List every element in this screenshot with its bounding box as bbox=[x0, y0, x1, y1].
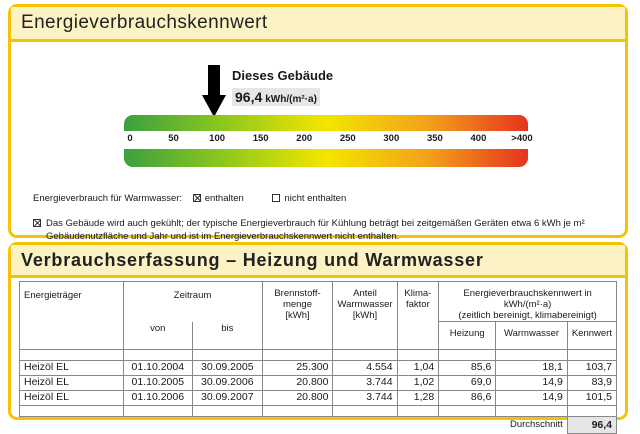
header-climate-line1: Klima- bbox=[404, 288, 432, 299]
scale-tick-label: 200 bbox=[296, 133, 313, 144]
header-ww-line1: Anteil bbox=[353, 288, 377, 299]
building-label: Dieses Gebäude bbox=[232, 68, 334, 83]
warmwater-label: Energieverbrauch für Warmwasser: bbox=[33, 193, 183, 204]
header-climate-line2: faktor bbox=[405, 299, 430, 310]
scale-tick-label: 300 bbox=[383, 133, 400, 144]
cell-carrier: Heizöl EL bbox=[20, 375, 124, 390]
not-included-label: nicht enthalten bbox=[284, 193, 347, 204]
included-label: enthalten bbox=[204, 193, 244, 204]
header-kennwert bbox=[439, 282, 617, 322]
header-warmwater: Warmwasser bbox=[496, 322, 568, 350]
cell-heating: 85,6 bbox=[439, 360, 496, 375]
cell-climate: 1,28 bbox=[397, 390, 439, 405]
building-value: 96,4 bbox=[235, 89, 263, 105]
cooling-note bbox=[33, 217, 623, 243]
arrow-down-icon bbox=[202, 65, 226, 117]
table-row bbox=[20, 360, 617, 375]
cooling-checkbox[interactable] bbox=[33, 219, 41, 227]
cell-from: 01.10.2006 bbox=[123, 390, 192, 405]
header-ww-line2: Warmwasser bbox=[337, 299, 393, 310]
table-row bbox=[20, 375, 617, 390]
header-to: bis bbox=[193, 322, 262, 350]
consumption-panel bbox=[8, 242, 628, 431]
cell-kennwert: 103,7 bbox=[567, 360, 616, 375]
scale-tick-label: 50 bbox=[168, 133, 179, 144]
header-ww bbox=[333, 282, 397, 350]
cell-carrier: Heizöl EL bbox=[20, 390, 124, 405]
cell-from: 01.10.2005 bbox=[123, 375, 192, 390]
included-checkbox[interactable] bbox=[193, 194, 201, 202]
cell-to: 30.09.2005 bbox=[193, 360, 262, 375]
header-kennwert-line1: Energieverbrauchskennwert in kWh/(m²·a) bbox=[463, 288, 592, 310]
header-carrier: Energieträger bbox=[20, 282, 124, 350]
cell-fuel: 20.800 bbox=[262, 390, 333, 405]
header-from: von bbox=[123, 322, 192, 350]
cell-kennwert: 101,5 bbox=[567, 390, 616, 405]
table-row bbox=[20, 390, 617, 405]
warmwater-row bbox=[33, 193, 354, 204]
header-fuel-line2: menge bbox=[282, 299, 313, 310]
cell-from: 01.10.2004 bbox=[123, 360, 192, 375]
cell-to: 30.09.2006 bbox=[193, 375, 262, 390]
not-included-checkbox[interactable] bbox=[272, 194, 280, 202]
cell-warmwater: 14,9 bbox=[496, 390, 568, 405]
energy-scale-bar bbox=[124, 115, 533, 167]
energy-rating-panel bbox=[8, 4, 628, 242]
cell-heating: 86,6 bbox=[439, 390, 496, 405]
cell-ww: 4.554 bbox=[333, 360, 397, 375]
header-kennwert-line2: (zeitlich bereinigt, klimabereinigt) bbox=[458, 310, 597, 321]
building-value-box bbox=[232, 88, 320, 106]
scale-tick-label: 350 bbox=[426, 133, 443, 144]
header-kennwert-col: Kennwert bbox=[567, 322, 616, 350]
building-value-unit: kWh/(m²·a) bbox=[265, 94, 317, 105]
cell-warmwater: 14,9 bbox=[496, 375, 568, 390]
cell-carrier: Heizöl EL bbox=[20, 360, 124, 375]
consumption-table bbox=[19, 281, 617, 434]
scale-tick-strip bbox=[124, 131, 533, 149]
scale-tick-label: 250 bbox=[339, 133, 356, 144]
cell-climate: 1,02 bbox=[397, 375, 439, 390]
scale-tick-label: >400 bbox=[511, 133, 533, 144]
header-fuel bbox=[262, 282, 333, 350]
cell-heating: 69,0 bbox=[439, 375, 496, 390]
cell-kennwert: 83,9 bbox=[567, 375, 616, 390]
header-fuel-line3: [kWh] bbox=[285, 310, 310, 321]
header-ww-line3: [kWh] bbox=[352, 310, 378, 321]
header-climate bbox=[397, 282, 439, 350]
cell-ww: 3.744 bbox=[333, 390, 397, 405]
cooling-note-text: Das Gebäude wird auch gekühlt; der typische Energieverbrauch für Kühlung beträgt bei zeitgemäßen Geräten etwa 6 kWh je m² Gebäudenutzfläche und Jahr und ist im Energieverbrauchskennwert nicht enthalten. bbox=[46, 218, 585, 242]
cell-fuel: 20.800 bbox=[262, 375, 333, 390]
scale-tick-label: 150 bbox=[252, 133, 269, 144]
cell-fuel: 25.300 bbox=[262, 360, 333, 375]
scale-tick-label: 100 bbox=[209, 133, 226, 144]
header-fuel-line1: Brennstoff- bbox=[274, 288, 321, 299]
scale-tick-label: 0 bbox=[127, 133, 133, 144]
scale-tick-label: 400 bbox=[470, 133, 487, 144]
consumption-title: Verbrauchserfassung – Heizung und Warmwasser bbox=[11, 245, 625, 278]
header-heating: Heizung bbox=[439, 322, 496, 350]
cell-warmwater: 18,1 bbox=[496, 360, 568, 375]
cell-ww: 3.744 bbox=[333, 375, 397, 390]
energy-rating-title: Energieverbrauchskennwert bbox=[11, 7, 625, 42]
cell-climate: 1,04 bbox=[397, 360, 439, 375]
average-label: Durchschnitt bbox=[20, 416, 568, 433]
cell-to: 30.09.2007 bbox=[193, 390, 262, 405]
average-row bbox=[20, 416, 617, 433]
header-period: Zeitraum bbox=[123, 282, 262, 322]
average-value: 96,4 bbox=[567, 416, 616, 433]
